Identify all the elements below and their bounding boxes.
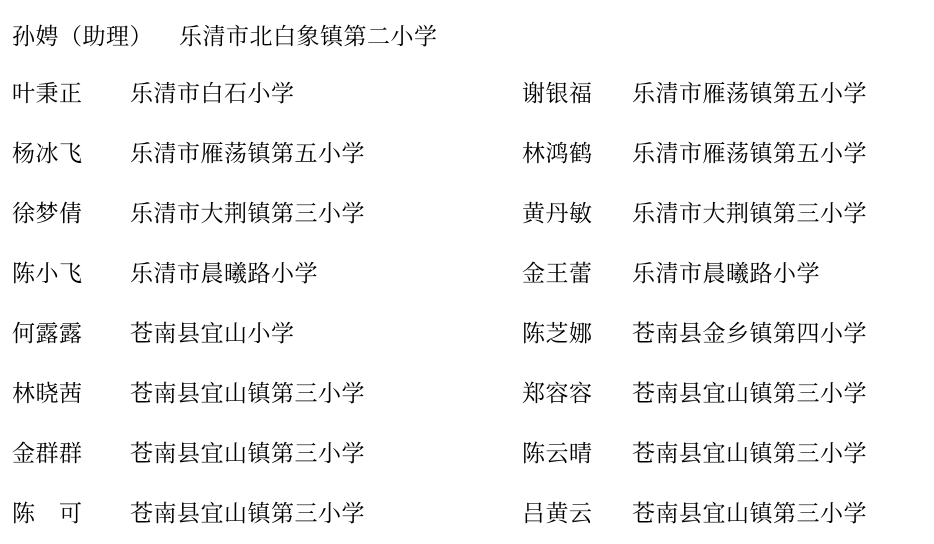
- person-name: 吕黄云: [522, 501, 593, 527]
- person-name: 林鸿鹤: [522, 141, 593, 167]
- person-name: 陈小飞: [12, 261, 83, 287]
- list-row: [12, 424, 922, 484]
- row-left-entry: [12, 364, 522, 424]
- list-row: [12, 10, 922, 64]
- school-name: 苍南县宜山镇第三小学: [632, 441, 867, 467]
- school-name: 乐清市雁荡镇第五小学: [632, 141, 867, 167]
- person-name: 杨冰飞: [12, 141, 83, 167]
- person-name: 林晓茜: [12, 381, 83, 407]
- person-name: 谢银福: [522, 81, 593, 107]
- school-name: 乐清市白石小学: [130, 81, 295, 107]
- person-name: 陈云晴: [522, 441, 593, 467]
- person-name: 孙娉（助理）: [12, 24, 153, 50]
- row-left-entry: [12, 244, 522, 304]
- person-name: 叶秉正: [12, 81, 83, 107]
- person-name: 何露露: [12, 321, 83, 347]
- row-right-entry: [522, 364, 867, 424]
- list-row: [12, 364, 922, 424]
- list-row: [12, 304, 922, 364]
- person-name: 徐梦倩: [12, 201, 83, 227]
- school-name: 苍南县金乡镇第四小学: [632, 321, 867, 347]
- school-name: 乐清市晨曦路小学: [130, 261, 318, 287]
- person-name: 金王蕾: [522, 261, 593, 287]
- row-left-entry: [12, 124, 522, 184]
- school-name: 乐清市大荆镇第三小学: [632, 201, 867, 227]
- row-right-entry: [522, 64, 867, 124]
- person-name: 黄丹敏: [522, 201, 593, 227]
- row-left-entry: [12, 484, 522, 544]
- row-left-entry: [12, 64, 522, 124]
- row-left-entry: [12, 10, 522, 64]
- school-name: 苍南县宜山小学: [130, 321, 295, 347]
- school-name: 乐清市雁荡镇第五小学: [632, 81, 867, 107]
- row-left-entry: [12, 184, 522, 244]
- school-name: 乐清市晨曦路小学: [632, 261, 820, 287]
- school-name: 苍南县宜山镇第三小学: [130, 501, 365, 527]
- person-name: 郑容容: [522, 381, 593, 407]
- person-name: 金群群: [12, 441, 83, 467]
- person-name: 陈 可: [12, 501, 83, 527]
- list-row: [12, 184, 922, 244]
- school-name: 乐清市大荆镇第三小学: [130, 201, 365, 227]
- school-name: 苍南县宜山镇第三小学: [632, 501, 867, 527]
- row-right-entry: [522, 124, 867, 184]
- school-name: 乐清市雁荡镇第五小学: [130, 141, 365, 167]
- list-row: [12, 244, 922, 304]
- school-name: 苍南县宜山镇第三小学: [632, 381, 867, 407]
- school-name: 苍南县宜山镇第三小学: [130, 441, 365, 467]
- person-name: 陈芝娜: [522, 321, 593, 347]
- row-right-entry: [522, 184, 867, 244]
- row-right-entry: [522, 244, 820, 304]
- row-left-entry: [12, 424, 522, 484]
- row-right-entry: [522, 424, 867, 484]
- list-row: [12, 64, 922, 124]
- list-row: [12, 484, 922, 544]
- row-left-entry: [12, 304, 522, 364]
- row-right-entry: [522, 304, 867, 364]
- row-right-entry: [522, 484, 867, 544]
- school-name: 乐清市北白象镇第二小学: [179, 24, 438, 50]
- school-name: 苍南县宜山镇第三小学: [130, 381, 365, 407]
- list-row: [12, 124, 922, 184]
